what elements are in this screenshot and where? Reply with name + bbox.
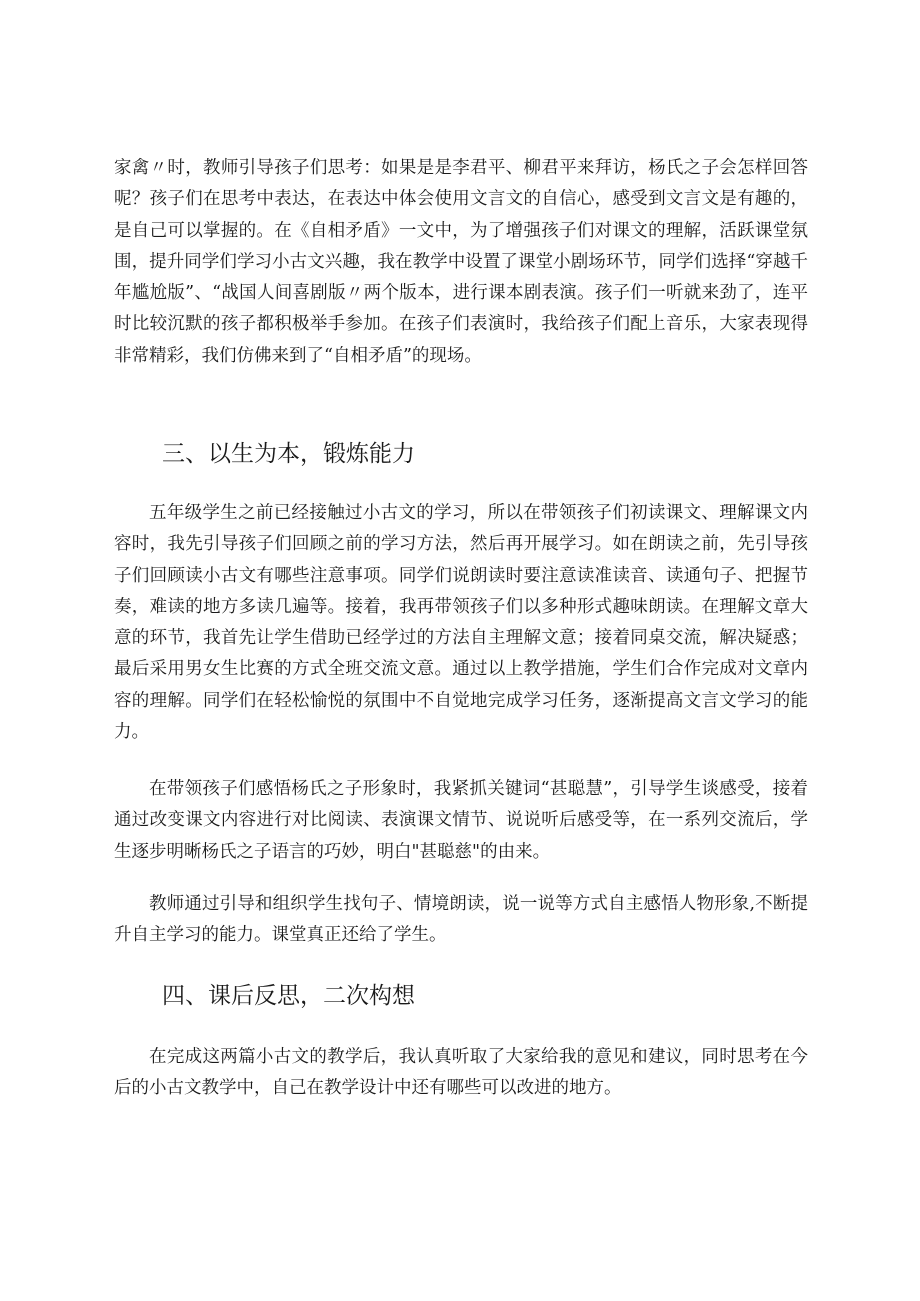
paragraph-character-image: 在带领孩子们感悟杨氏之子形象时，我紧抓关键词“甚聪慧”，引导学生谈感受，接着通过改变课文内容进行对比阅读、表演课文情节、说说听后感受等，在一系列交流后，学生逐步明晰杨氏之子语言的巧妙，明白"甚聪慈"的由来。: [114, 779, 808, 862]
paragraph-learning-methods: 五年级学生之前已经接触过小古文的学习，所以在带领孩子们初读课文、理解课文内容时，我先引导孩子们回顾之前的学习方法，然后再开展学习。如在朗读之前，先引导孩子们回顾读小古文有哪些注意事项。同学们说朗读时要注意读准读音、读通句子、把握节奏，难读的地方多读几遍等。接着，我再带领孩子们以多种形式趣味朗读。在理解文章大意的环节，我首先让学生借助已经学过的方法自主理解文意；接着同桌交流，解决疑惑；最后采用男女生比赛的方式全班交流文意。通过以上教学措施，学生们合作完成对文章内容的理解。同学们在轻松愉悦的氛围中不自觉地完成学习任务，逐渐提高文言文学习的能力。: [114, 503, 808, 743]
section-heading-three: 三、以生为本，锻炼能力: [162, 441, 415, 467]
paragraph-reflection: 在完成这两篇小古文的教学后，我认真听取了大家给我的意见和建议，同时思考在今后的小古文教学中，自己在教学设计中还有哪些可以改进的地方。: [114, 1047, 808, 1099]
paragraph-teacher-guidance: 教师通过引导和组织学生找句子、情境朗读，说一说等方式自主感悟人物形象,不断提升自主学习的能力。课堂真正还给了学生。: [114, 894, 808, 946]
section-heading-four: 四、课后反思，二次构想: [162, 983, 415, 1009]
paragraph-classroom-theater: 家禽〃时，教师引导孩子们思考：如果是是李君平、柳君平来拜访，杨氏之子会怎样回答呢？孩子们在思考中表达，在表达中体会使用文言文的自信心，感受到文言文是有趣的，是自己可以掌握的。在《自相矛盾》一文中，为了增强孩子们对课文的理解，活跃课堂氛围，提升同学们学习小古文兴趣，我在教学中设置了课堂小剧场环节，同学们选择“穿越千年尴尬版”、“战国人间喜剧版〃两个版本，进行课本剧表演。孩子们一听就来劲了，连平时比较沉默的孩子都积极举手参加。在孩子们表演时，我给孩子们配上音乐，大家表现得非常精彩，我们仿佛来到了“自相矛盾”的现场。: [114, 158, 808, 366]
